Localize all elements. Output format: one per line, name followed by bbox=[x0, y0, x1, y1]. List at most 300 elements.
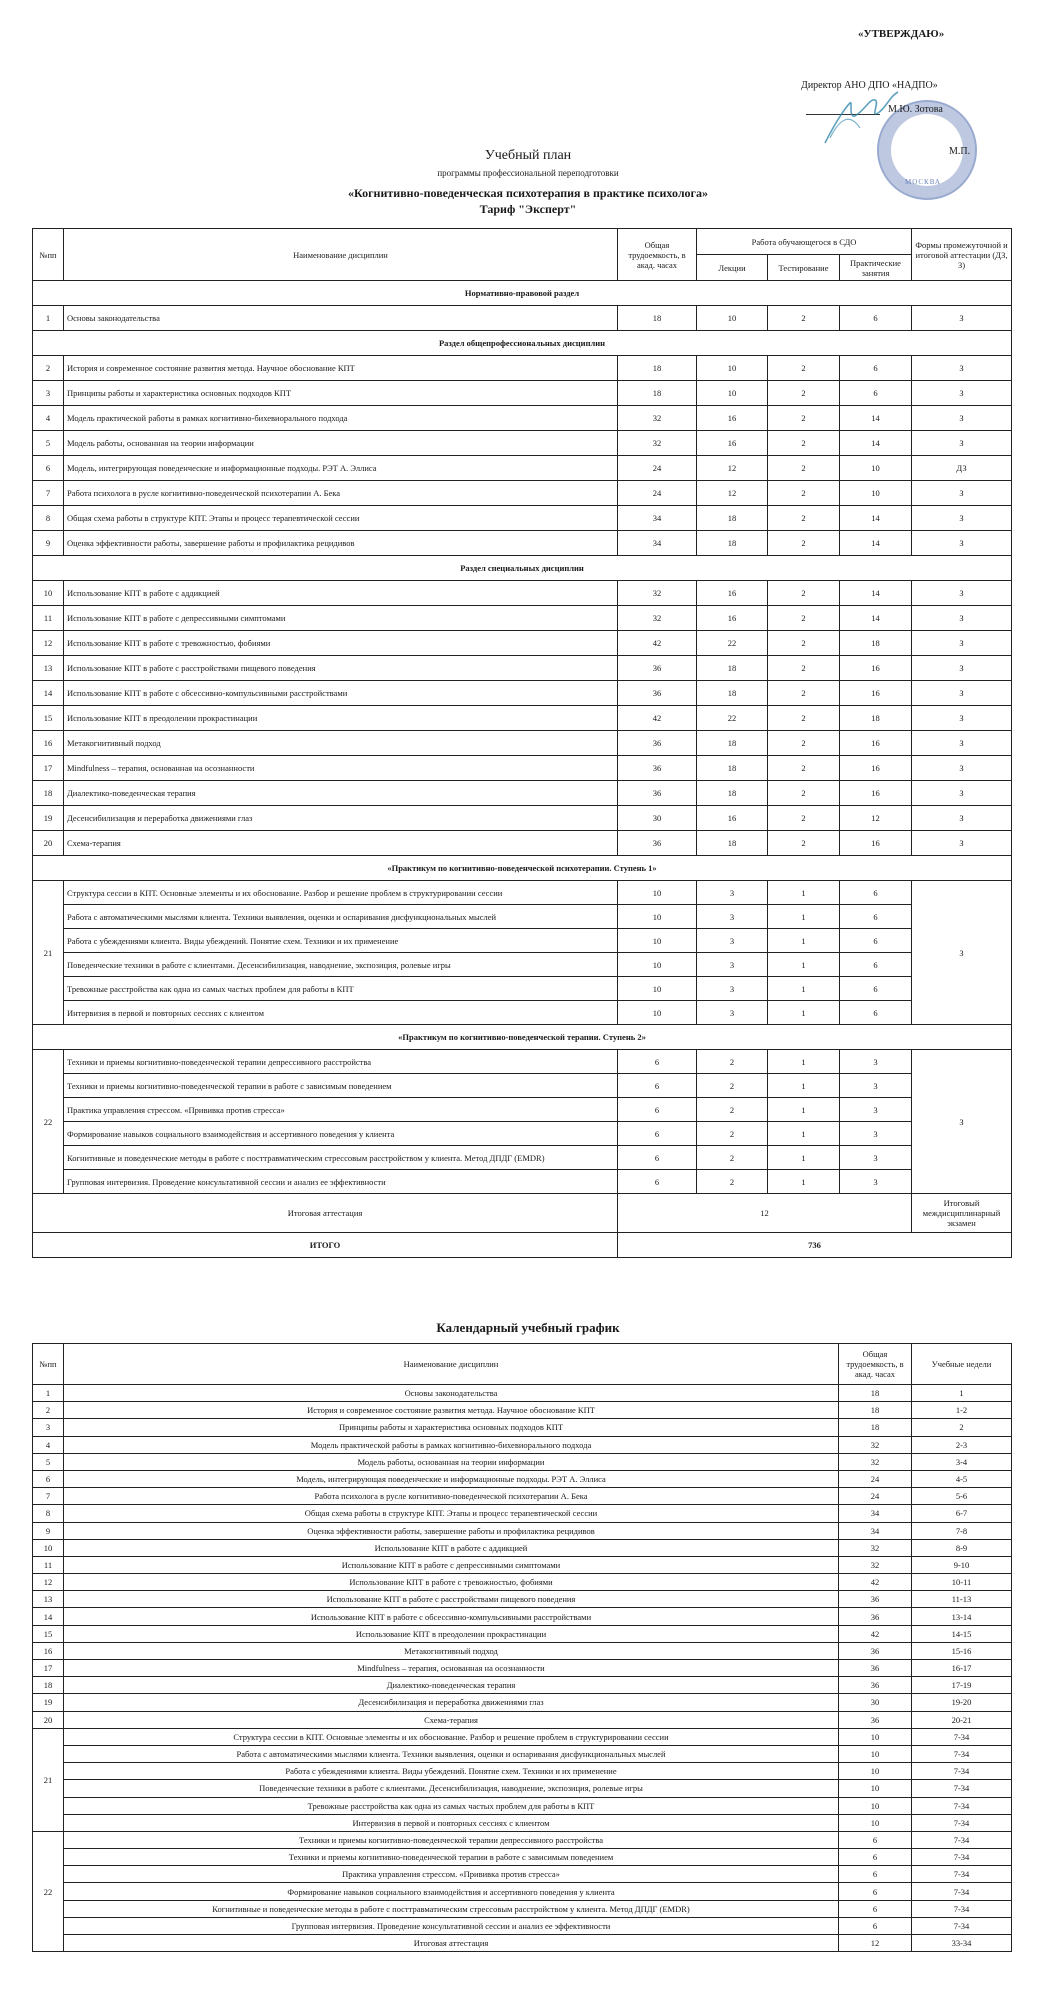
row-num: 7 bbox=[33, 1488, 64, 1505]
testing-hours: 1 bbox=[768, 881, 840, 905]
total-hours: 6 bbox=[618, 1170, 697, 1194]
total-hours: 36 bbox=[839, 1660, 912, 1677]
lecture-hours: 18 bbox=[697, 506, 768, 531]
calendar-row bbox=[33, 1402, 1012, 1419]
testing-hours: 1 bbox=[768, 1074, 840, 1098]
row-num: 1 bbox=[33, 306, 64, 331]
total-hours: 32 bbox=[618, 581, 697, 606]
testing-hours: 2 bbox=[768, 706, 840, 731]
calendar-row bbox=[33, 1505, 1012, 1522]
testing-hours: 1 bbox=[768, 953, 840, 977]
total-hours: 6 bbox=[839, 1849, 912, 1866]
practice-hours: 6 bbox=[840, 306, 912, 331]
total-hours: 24 bbox=[618, 456, 697, 481]
attestation-form: З bbox=[912, 431, 1012, 456]
table-row bbox=[33, 905, 1012, 929]
discipline-name: Формирование навыков социального взаимодействия и ассертивного поведения у клиента bbox=[64, 1122, 618, 1146]
study-weeks: 4-5 bbox=[912, 1470, 1012, 1487]
study-weeks: 7-34 bbox=[912, 1814, 1012, 1831]
testing-hours: 2 bbox=[768, 381, 840, 406]
practice-hours: 14 bbox=[840, 506, 912, 531]
cal-col-header-total: Общая трудоемкость, в акад. часах bbox=[839, 1344, 912, 1385]
total-hours: 18 bbox=[839, 1419, 912, 1436]
discipline-name: Структура сессии в КПТ. Основные элементы и их обоснование. Разбор и решение проблем в структурировании сессии bbox=[64, 881, 618, 905]
attestation-form: З bbox=[912, 731, 1012, 756]
table-row bbox=[33, 806, 1012, 831]
total-hours: 6 bbox=[618, 1050, 697, 1074]
study-weeks: 7-34 bbox=[912, 1900, 1012, 1917]
study-weeks: 11-13 bbox=[912, 1591, 1012, 1608]
practice-hours: 14 bbox=[840, 581, 912, 606]
lecture-hours: 18 bbox=[697, 731, 768, 756]
total-hours: 6 bbox=[839, 1866, 912, 1883]
discipline-name: Интервизия в первой и повторных сессиях с клиентом bbox=[64, 1814, 839, 1831]
total-hours-sum: 736 bbox=[618, 1233, 1012, 1258]
total-hours: 42 bbox=[839, 1625, 912, 1642]
seal-mark: М.П. bbox=[949, 146, 971, 157]
discipline-name: Техники и приемы когнитивно-поведенческой терапии в работе с зависимым поведением bbox=[64, 1849, 839, 1866]
total-hours: 10 bbox=[618, 977, 697, 1001]
total-row bbox=[33, 1233, 1012, 1258]
discipline-name: Использование КПТ в работе с обсессивно-компульсивными расстройствами bbox=[64, 1608, 839, 1625]
row-num: 8 bbox=[33, 506, 64, 531]
calendar-row bbox=[33, 1556, 1012, 1573]
lecture-hours: 2 bbox=[697, 1170, 768, 1194]
discipline-name: Принципы работы и характеристика основных подходов КПТ bbox=[64, 381, 618, 406]
table-row bbox=[33, 456, 1012, 481]
calendar-row bbox=[33, 1694, 1012, 1711]
discipline-name: Основы законодательства bbox=[64, 1385, 839, 1402]
table-row bbox=[33, 953, 1012, 977]
total-hours: 32 bbox=[839, 1436, 912, 1453]
discipline-name: Модель, интегрирующая поведенческие и информационные подходы. РЭТ А. Эллиса bbox=[64, 456, 618, 481]
study-weeks: 1 bbox=[912, 1385, 1012, 1402]
calendar-row bbox=[33, 1419, 1012, 1436]
attestation-form: З bbox=[912, 531, 1012, 556]
total-hours: 6 bbox=[839, 1900, 912, 1917]
row-num: 22 bbox=[33, 1831, 64, 1951]
lecture-hours: 10 bbox=[697, 306, 768, 331]
total-hours: 10 bbox=[618, 1001, 697, 1025]
total-hours: 10 bbox=[618, 929, 697, 953]
lecture-hours: 3 bbox=[697, 1001, 768, 1025]
lecture-hours: 22 bbox=[697, 631, 768, 656]
total-hours: 36 bbox=[618, 656, 697, 681]
table-row bbox=[33, 406, 1012, 431]
lecture-hours: 2 bbox=[697, 1074, 768, 1098]
testing-hours: 2 bbox=[768, 531, 840, 556]
total-hours: 24 bbox=[618, 481, 697, 506]
final-attestation-form: Итоговый междисциплинарный экзамен bbox=[912, 1194, 1012, 1233]
practice-hours: 6 bbox=[840, 881, 912, 905]
practice-hours: 16 bbox=[840, 756, 912, 781]
lecture-hours: 18 bbox=[697, 756, 768, 781]
practice-hours: 18 bbox=[840, 706, 912, 731]
calendar-row bbox=[33, 1385, 1012, 1402]
study-weeks: 7-34 bbox=[912, 1728, 1012, 1745]
testing-hours: 2 bbox=[768, 756, 840, 781]
table-row bbox=[33, 831, 1012, 856]
total-hours: 10 bbox=[618, 953, 697, 977]
attestation-form: З bbox=[912, 706, 1012, 731]
lecture-hours: 22 bbox=[697, 706, 768, 731]
discipline-name: Работа с убеждениями клиента. Виды убеждений. Понятие схем. Техники и их применение bbox=[64, 929, 618, 953]
discipline-name: Использование КПТ в работе с аддикцией bbox=[64, 581, 618, 606]
testing-hours: 1 bbox=[768, 1050, 840, 1074]
discipline-name: Использование КПТ в работе с аддикцией bbox=[64, 1539, 839, 1556]
attestation-form: З bbox=[912, 381, 1012, 406]
practice-hours: 14 bbox=[840, 531, 912, 556]
section-title: Нормативно-правовой раздел bbox=[33, 281, 1012, 306]
discipline-name: Использование КПТ в работе с тревожностью, фобиями bbox=[64, 1574, 839, 1591]
calendar-row bbox=[33, 1608, 1012, 1625]
testing-hours: 1 bbox=[768, 905, 840, 929]
total-hours: 42 bbox=[839, 1574, 912, 1591]
discipline-name: Модель, интегрирующая поведенческие и информационные подходы. РЭТ А. Эллиса bbox=[64, 1470, 839, 1487]
table-row bbox=[33, 1098, 1012, 1122]
table-row bbox=[33, 1074, 1012, 1098]
table-row bbox=[33, 306, 1012, 331]
discipline-name: Работа психолога в русле когнитивно-поведенческой психотерапии А. Бека bbox=[64, 1488, 839, 1505]
calendar-row bbox=[33, 1488, 1012, 1505]
testing-hours: 2 bbox=[768, 806, 840, 831]
discipline-name: Тревожные расстройства как одна из самых частых проблем для работы в КПТ bbox=[64, 977, 618, 1001]
total-hours: 30 bbox=[839, 1694, 912, 1711]
total-label: ИТОГО bbox=[33, 1233, 618, 1258]
lecture-hours: 16 bbox=[697, 606, 768, 631]
calendar-row bbox=[33, 1763, 1012, 1780]
row-num: 10 bbox=[33, 1539, 64, 1556]
total-hours: 6 bbox=[618, 1098, 697, 1122]
discipline-name: Работа с автоматическими мыслями клиента. Техники выявления, оценки и оспаривания дисфункциональных мыслей bbox=[64, 1745, 839, 1762]
final-attestation-label: Итоговая аттестация bbox=[33, 1194, 618, 1233]
row-num: 10 bbox=[33, 581, 64, 606]
study-weeks: 7-8 bbox=[912, 1522, 1012, 1539]
section-title: Раздел общепрофессиональных дисциплин bbox=[33, 331, 1012, 356]
lecture-hours: 18 bbox=[697, 681, 768, 706]
attestation-form: З bbox=[912, 481, 1012, 506]
table-row bbox=[33, 881, 1012, 905]
calendar-row bbox=[33, 1866, 1012, 1883]
col-header-name: Наименование дисциплин bbox=[64, 229, 618, 281]
discipline-name: Модель работы, основанная на теории информации bbox=[64, 431, 618, 456]
attestation-form: З bbox=[912, 781, 1012, 806]
attestation-form: З bbox=[912, 1050, 1012, 1194]
row-num: 14 bbox=[33, 681, 64, 706]
study-weeks: 33-34 bbox=[912, 1935, 1012, 1952]
calendar-row bbox=[33, 1453, 1012, 1470]
table-row bbox=[33, 656, 1012, 681]
row-num: 13 bbox=[33, 656, 64, 681]
discipline-name: Оценка эффективности работы, завершение работы и профилактика рецидивов bbox=[64, 531, 618, 556]
practicum-header-row bbox=[33, 1025, 1012, 1050]
table-row bbox=[33, 781, 1012, 806]
total-hours: 36 bbox=[618, 831, 697, 856]
testing-hours: 2 bbox=[768, 506, 840, 531]
lecture-hours: 16 bbox=[697, 581, 768, 606]
discipline-name: Диалектико-поведенческая терапия bbox=[64, 1677, 839, 1694]
section-header-row bbox=[33, 281, 1012, 306]
total-hours: 32 bbox=[839, 1453, 912, 1470]
total-hours: 10 bbox=[618, 881, 697, 905]
table-row bbox=[33, 631, 1012, 656]
table-row bbox=[33, 581, 1012, 606]
total-hours: 6 bbox=[839, 1831, 912, 1848]
testing-hours: 1 bbox=[768, 1001, 840, 1025]
practice-hours: 10 bbox=[840, 456, 912, 481]
practice-hours: 10 bbox=[840, 481, 912, 506]
study-weeks: 7-34 bbox=[912, 1745, 1012, 1762]
cal-col-header-weeks: Учебные недели bbox=[912, 1344, 1012, 1385]
lecture-hours: 12 bbox=[697, 481, 768, 506]
discipline-name: Техники и приемы когнитивно-поведенческой терапии депрессивного расстройства bbox=[64, 1831, 839, 1848]
testing-hours: 2 bbox=[768, 356, 840, 381]
practice-hours: 14 bbox=[840, 431, 912, 456]
total-hours: 18 bbox=[618, 306, 697, 331]
total-hours: 30 bbox=[618, 806, 697, 831]
testing-hours: 1 bbox=[768, 929, 840, 953]
calendar-row bbox=[33, 1935, 1012, 1952]
lecture-hours: 16 bbox=[697, 431, 768, 456]
table-row bbox=[33, 681, 1012, 706]
lecture-hours: 3 bbox=[697, 977, 768, 1001]
calendar-row bbox=[33, 1883, 1012, 1900]
discipline-name: Поведенческие техники в работе с клиентами. Десенсибилизация, наводнение, экспозиция, ролевые игры bbox=[64, 1780, 839, 1797]
study-weeks: 7-34 bbox=[912, 1831, 1012, 1848]
discipline-name: Схема-терапия bbox=[64, 1711, 839, 1728]
testing-hours: 2 bbox=[768, 406, 840, 431]
attestation-form: З bbox=[912, 631, 1012, 656]
row-num: 3 bbox=[33, 381, 64, 406]
row-num: 13 bbox=[33, 1591, 64, 1608]
attestation-form: З bbox=[912, 606, 1012, 631]
study-weeks: 7-34 bbox=[912, 1763, 1012, 1780]
discipline-name: Тревожные расстройства как одна из самых частых проблем для работы в КПТ bbox=[64, 1797, 839, 1814]
testing-hours: 1 bbox=[768, 1098, 840, 1122]
calendar-row bbox=[33, 1470, 1012, 1487]
total-hours: 34 bbox=[839, 1505, 912, 1522]
row-num: 9 bbox=[33, 531, 64, 556]
practice-hours: 16 bbox=[840, 656, 912, 681]
row-num: 16 bbox=[33, 1642, 64, 1659]
row-num: 14 bbox=[33, 1608, 64, 1625]
director-title: Директор АНО ДПО «НАДПО» bbox=[801, 80, 938, 91]
row-num: 4 bbox=[33, 406, 64, 431]
table-row bbox=[33, 506, 1012, 531]
total-hours: 36 bbox=[618, 756, 697, 781]
lecture-hours: 3 bbox=[697, 881, 768, 905]
row-num: 15 bbox=[33, 1625, 64, 1642]
col-header-total: Общая трудоемкость, в акад. часах bbox=[618, 229, 697, 281]
total-hours: 32 bbox=[618, 406, 697, 431]
table-row bbox=[33, 706, 1012, 731]
testing-hours: 1 bbox=[768, 1146, 840, 1170]
calendar-row bbox=[33, 1574, 1012, 1591]
discipline-name: Использование КПТ в работе с тревожностью, фобиями bbox=[64, 631, 618, 656]
testing-hours: 2 bbox=[768, 481, 840, 506]
calendar-row bbox=[33, 1677, 1012, 1694]
table-row bbox=[33, 481, 1012, 506]
row-num: 2 bbox=[33, 356, 64, 381]
practice-hours: 3 bbox=[840, 1122, 912, 1146]
calendar-row bbox=[33, 1591, 1012, 1608]
approval-label: «УТВЕРЖДАЮ» bbox=[858, 28, 945, 40]
study-weeks: 5-6 bbox=[912, 1488, 1012, 1505]
testing-hours: 2 bbox=[768, 781, 840, 806]
discipline-name: История и современное состояние развития метода. Научное обоснование КПТ bbox=[64, 356, 618, 381]
discipline-name: Модель работы, основанная на теории информации bbox=[64, 1453, 839, 1470]
total-hours: 10 bbox=[839, 1797, 912, 1814]
practice-hours: 6 bbox=[840, 977, 912, 1001]
testing-hours: 2 bbox=[768, 581, 840, 606]
calendar-row bbox=[33, 1831, 1012, 1848]
total-hours: 10 bbox=[839, 1745, 912, 1762]
document-title: Учебный план bbox=[484, 148, 572, 163]
calendar-row bbox=[33, 1625, 1012, 1642]
testing-hours: 1 bbox=[768, 1170, 840, 1194]
practice-hours: 3 bbox=[840, 1074, 912, 1098]
calendar-row bbox=[33, 1849, 1012, 1866]
col-header-num: №пп bbox=[33, 229, 64, 281]
table-row bbox=[33, 1122, 1012, 1146]
study-weeks: 2-3 bbox=[912, 1436, 1012, 1453]
calendar-title: Календарный учебный график bbox=[436, 1320, 620, 1335]
testing-hours: 2 bbox=[768, 656, 840, 681]
calendar-row bbox=[33, 1728, 1012, 1745]
row-num: 9 bbox=[33, 1522, 64, 1539]
discipline-name: Формирование навыков социального взаимодействия и ассертивного поведения у клиента bbox=[64, 1883, 839, 1900]
table-row bbox=[33, 756, 1012, 781]
discipline-name: Работа психолога в русле когнитивно-поведенческой психотерапии А. Бека bbox=[64, 481, 618, 506]
calendar-row bbox=[33, 1780, 1012, 1797]
testing-hours: 2 bbox=[768, 681, 840, 706]
testing-hours: 2 bbox=[768, 606, 840, 631]
col-header-attestation: Формы промежуточной и итоговой аттестации (ДЗ, З) bbox=[912, 229, 1012, 281]
row-num: 12 bbox=[33, 631, 64, 656]
discipline-name: Структура сессии в КПТ. Основные элементы и их обоснование. Разбор и решение проблем в структурировании сессии bbox=[64, 1728, 839, 1745]
row-num: 18 bbox=[33, 781, 64, 806]
testing-hours: 2 bbox=[768, 731, 840, 756]
practice-hours: 6 bbox=[840, 1001, 912, 1025]
total-hours: 32 bbox=[839, 1556, 912, 1573]
calendar-row bbox=[33, 1660, 1012, 1677]
lecture-hours: 16 bbox=[697, 806, 768, 831]
row-num: 17 bbox=[33, 1660, 64, 1677]
discipline-name: Использование КПТ в работе с расстройствами пищевого поведения bbox=[64, 1591, 839, 1608]
discipline-name: Практика управления стрессом. «Прививка против стресса» bbox=[64, 1098, 618, 1122]
discipline-name: Использование КПТ в преодолении прокрастинации bbox=[64, 1625, 839, 1642]
study-weeks: 7-34 bbox=[912, 1780, 1012, 1797]
section-header-row bbox=[33, 556, 1012, 581]
total-hours: 42 bbox=[618, 706, 697, 731]
lecture-hours: 18 bbox=[697, 781, 768, 806]
lecture-hours: 2 bbox=[697, 1098, 768, 1122]
study-weeks: 7-34 bbox=[912, 1866, 1012, 1883]
study-weeks: 7-34 bbox=[912, 1797, 1012, 1814]
attestation-form: З bbox=[912, 581, 1012, 606]
lecture-hours: 10 bbox=[697, 356, 768, 381]
table-row bbox=[33, 1170, 1012, 1194]
study-weeks: 20-21 bbox=[912, 1711, 1012, 1728]
discipline-name: Работа с автоматическими мыслями клиента. Техники выявления, оценки и оспаривания дисфункциональных мыслей bbox=[64, 905, 618, 929]
row-num: 7 bbox=[33, 481, 64, 506]
col-header-testing: Тестирование bbox=[768, 255, 840, 281]
practicum-header-row bbox=[33, 856, 1012, 881]
practice-hours: 16 bbox=[840, 781, 912, 806]
table-row bbox=[33, 1001, 1012, 1025]
total-hours: 32 bbox=[618, 606, 697, 631]
discipline-name: Десенсибилизация и переработка движениями глаз bbox=[64, 806, 618, 831]
total-hours: 36 bbox=[839, 1591, 912, 1608]
total-hours: 12 bbox=[839, 1935, 912, 1952]
study-weeks: 16-17 bbox=[912, 1660, 1012, 1677]
section-header-row bbox=[33, 331, 1012, 356]
col-header-lectures: Лекции bbox=[697, 255, 768, 281]
testing-hours: 2 bbox=[768, 631, 840, 656]
row-num: 20 bbox=[33, 831, 64, 856]
discipline-name: Групповая интервизия. Проведение консультативной сессии и анализ ее эффективности bbox=[64, 1917, 839, 1934]
discipline-name: Общая схема работы в структуре КПТ. Этапы и процесс терапевтической сессии bbox=[64, 1505, 839, 1522]
discipline-name: Поведенческие техники в работе с клиентами. Десенсибилизация, наводнение, экспозиция, ролевые игры bbox=[64, 953, 618, 977]
section-title: Раздел специальных дисциплин bbox=[33, 556, 1012, 581]
attestation-form: З bbox=[912, 406, 1012, 431]
row-num: 22 bbox=[33, 1050, 64, 1194]
practicum-title: «Практикум по когнитивно-поведенческой терапии. Ступень 2» bbox=[33, 1025, 1012, 1050]
practice-hours: 14 bbox=[840, 406, 912, 431]
practice-hours: 6 bbox=[840, 929, 912, 953]
testing-hours: 2 bbox=[768, 306, 840, 331]
discipline-name: Модель практической работы в рамках когнитивно-бихевиорального подхода bbox=[64, 406, 618, 431]
discipline-name: Когнитивные и поведенческие методы в работе с посттравматическим стрессовым расстройством у клиента. Метод ДПДГ (EMDR) bbox=[64, 1900, 839, 1917]
study-weeks: 7-34 bbox=[912, 1917, 1012, 1934]
calendar-row bbox=[33, 1711, 1012, 1728]
testing-hours: 1 bbox=[768, 1122, 840, 1146]
discipline-name: Mindfulness – терапия, основанная на осознанности bbox=[64, 756, 618, 781]
lecture-hours: 16 bbox=[697, 406, 768, 431]
calendar-table bbox=[32, 1343, 1012, 1952]
attestation-form: ДЗ bbox=[912, 456, 1012, 481]
table-row bbox=[33, 356, 1012, 381]
total-hours: 10 bbox=[839, 1728, 912, 1745]
seal-city: МОСКВА bbox=[905, 178, 941, 186]
row-num: 16 bbox=[33, 731, 64, 756]
col-header-sdo: Работа обучающегося в СДО bbox=[697, 229, 912, 255]
practice-hours: 12 bbox=[840, 806, 912, 831]
program-title: «Когнитивно-поведенческая психотерапия в практике психолога» bbox=[348, 186, 708, 200]
total-hours: 34 bbox=[618, 506, 697, 531]
practice-hours: 16 bbox=[840, 681, 912, 706]
row-num: 6 bbox=[33, 1470, 64, 1487]
testing-hours: 2 bbox=[768, 431, 840, 456]
discipline-name: Оценка эффективности работы, завершение работы и профилактика рецидивов bbox=[64, 1522, 839, 1539]
practice-hours: 3 bbox=[840, 1050, 912, 1074]
lecture-hours: 3 bbox=[697, 929, 768, 953]
total-hours: 36 bbox=[618, 681, 697, 706]
discipline-name: Модель практической работы в рамках когнитивно-бихевиорального подхода bbox=[64, 1436, 839, 1453]
row-num: 20 bbox=[33, 1711, 64, 1728]
row-num: 21 bbox=[33, 1728, 64, 1831]
study-weeks: 19-20 bbox=[912, 1694, 1012, 1711]
table-row bbox=[33, 1050, 1012, 1074]
total-hours: 24 bbox=[839, 1488, 912, 1505]
total-hours: 10 bbox=[839, 1780, 912, 1797]
calendar-row bbox=[33, 1917, 1012, 1934]
testing-hours: 2 bbox=[768, 831, 840, 856]
testing-hours: 2 bbox=[768, 456, 840, 481]
total-hours: 36 bbox=[839, 1677, 912, 1694]
discipline-name: Использование КПТ в работе с депрессивными симптомами bbox=[64, 1556, 839, 1573]
total-hours: 10 bbox=[618, 905, 697, 929]
